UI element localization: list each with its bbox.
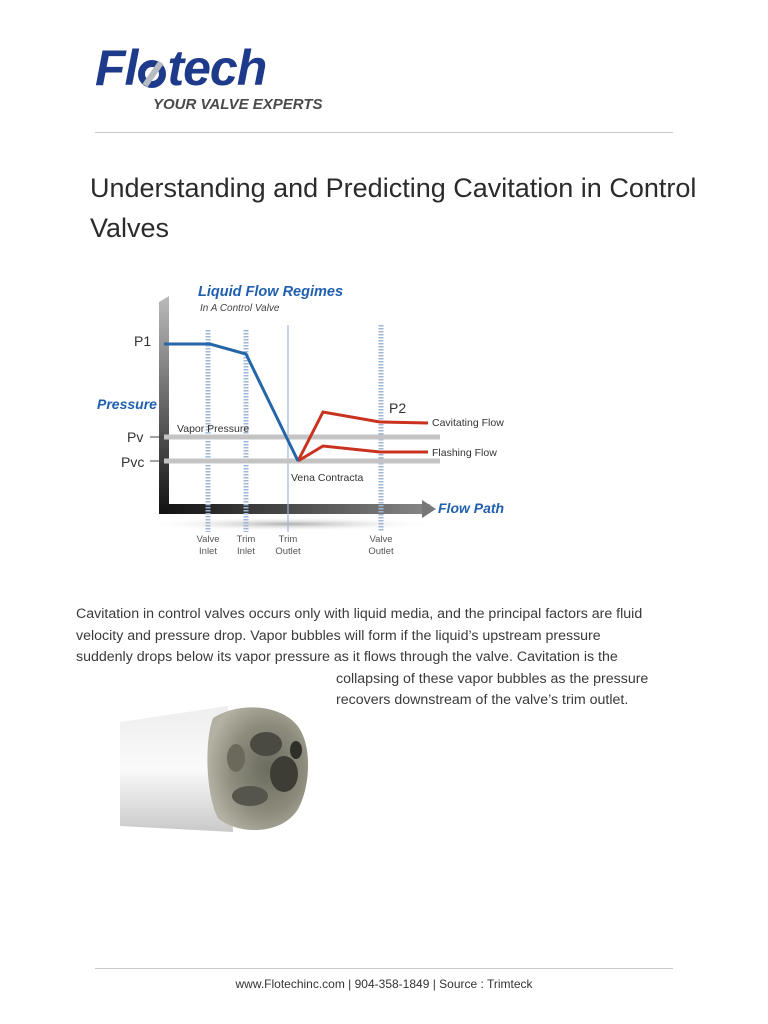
station-label-valve-inlet-2: Inlet <box>199 546 217 557</box>
cavitation-damaged-valve-plug-photo <box>118 700 313 840</box>
paragraph-line: velocity and pressure drop. Vapor bubbles will form if the liquid’s upstream pressure <box>76 627 601 644</box>
logo-o-icon <box>138 60 166 88</box>
company-logo <box>95 40 345 120</box>
document-title: Understanding and Predicting Cavitation in Control Valves <box>90 173 697 243</box>
erosion-pit <box>227 744 245 772</box>
station-label-trim-outlet-2: Outlet <box>275 546 301 557</box>
header-divider <box>95 132 673 133</box>
p1-label: P1 <box>134 333 152 349</box>
station-label-valve-outlet-2: Outlet <box>368 546 394 557</box>
body-paragraph <box>76 604 696 712</box>
floor-shadow <box>140 517 440 531</box>
pvc-label: Pvc <box>121 454 145 470</box>
diagram-title: Liquid Flow Regimes <box>198 284 344 300</box>
liquid-flow-regimes-diagram <box>0 270 560 570</box>
erosion-pit <box>290 741 302 759</box>
footer-text: www.Flotechinc.com | 904-358-1849 | Source : Trimteck <box>235 977 533 991</box>
paragraph-line: collapsing of these vapor bubbles as the pressure <box>336 670 649 687</box>
station-label-trim-outlet-1: Trim <box>278 534 298 545</box>
paragraph-line: Cavitation in control valves occurs only with liquid media, and the principal factors are fluid <box>76 606 643 622</box>
vena-contracta-annotation: Vena Contracta <box>291 472 364 484</box>
x-axis-label: Flow Path <box>438 500 505 516</box>
pressure-profile-line <box>164 344 298 461</box>
erosion-pit <box>250 732 282 756</box>
logo-wordmark: Fl tech <box>95 40 267 96</box>
y-axis-label: Pressure <box>97 396 157 412</box>
logo-tagline: YOUR VALVE EXPERTS <box>153 96 323 113</box>
erosion-pit <box>232 786 268 806</box>
station-label-trim-inlet-2: Inlet <box>237 546 255 557</box>
x-axis-bar <box>159 504 430 514</box>
station-label-valve-inlet-1: Valve <box>196 534 220 545</box>
pv-label: Pv <box>127 429 144 445</box>
paragraph-line: suddenly drops below its vapor pressure as it flows through the valve. Cavitation is the <box>76 649 618 665</box>
y-axis-bar <box>159 296 169 514</box>
station-label-trim-inlet-1: Trim <box>236 534 256 545</box>
erosion-pit <box>270 756 298 792</box>
flashing-flow-annotation: Flashing Flow <box>432 447 497 459</box>
diagram-subtitle: In A Control Valve <box>200 303 280 314</box>
x-axis-arrow-icon <box>422 500 436 518</box>
station-label-valve-outlet-1: Valve <box>369 534 393 545</box>
paragraph-line: recovers downstream of the valve’s trim outlet. <box>336 692 629 708</box>
footer-divider <box>95 968 673 969</box>
cavitating-flow-annotation: Cavitating Flow <box>432 417 504 429</box>
p2-label: P2 <box>389 400 407 416</box>
vapor-pressure-annotation: Vapor Pressure <box>177 423 250 435</box>
